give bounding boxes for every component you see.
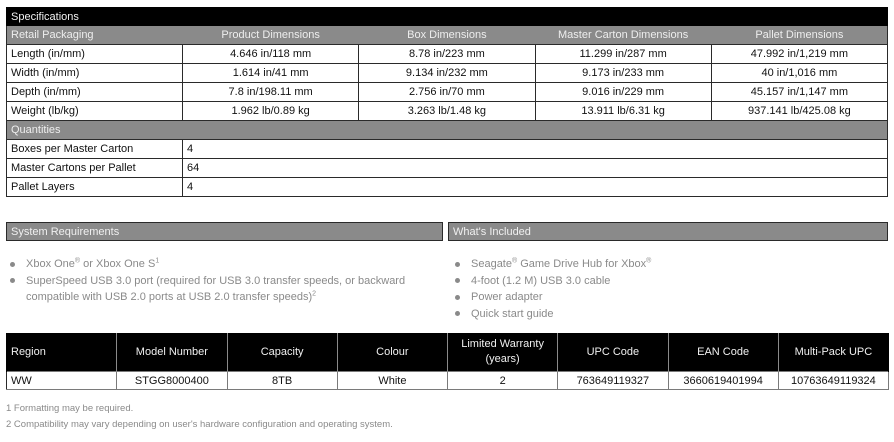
cell: 4 [183,178,888,197]
retail-packaging-header-row [7,26,888,45]
cell: 4.646 in/118 mm [183,45,359,64]
row-label: Length (in/mm) [7,45,183,64]
cell: 2 [448,372,558,390]
column-header: Colour [337,333,447,372]
cell: 11.299 in/287 mm [535,45,711,64]
row-label: Pallet Layers [7,178,183,197]
model-table [6,333,889,390]
bullet-icon [455,278,460,283]
cell: 1.614 in/41 mm [183,64,359,83]
table-row [7,159,888,178]
cell: WW [7,372,117,390]
cell: STGG8000400 [117,372,227,390]
cell: 7.8 in/198.11 mm [183,83,359,102]
column-header: Box Dimensions [359,26,535,45]
bullet-icon [455,262,460,267]
column-header: UPC Code [558,333,668,372]
cell: 9.173 in/233 mm [535,64,711,83]
cell: 8TB [227,372,337,390]
whats-included-list [451,256,881,322]
row-label: Depth (in/mm) [7,83,183,102]
column-header: EAN Code [668,333,778,372]
cell: 937.141 lb/425.08 kg [711,102,887,121]
model-header-row [7,333,889,372]
cell: 3660619401994 [668,372,778,390]
footnote-1: 1 Formatting may be required. [6,403,134,414]
table-row [7,140,888,159]
cell: 45.157 in/1,147 mm [711,83,887,102]
table-row [7,178,888,197]
cell: 9.016 in/229 mm [535,83,711,102]
cell: White [337,372,447,390]
row-label: Master Cartons per Pallet [7,159,183,178]
table-row [7,372,889,390]
system-requirements-list [6,256,426,306]
cell: 8.78 in/223 mm [359,45,535,64]
specifications-title: Specifications [7,8,888,26]
quantities-header-row [7,121,888,140]
bullet-icon [455,295,460,300]
cell: 2.756 in/70 mm [359,83,535,102]
whats-included-header: What's Included [448,222,888,241]
column-header: Region [7,333,117,372]
row-label: Weight (lb/kg) [7,102,183,121]
column-header: Capacity [227,333,337,372]
cell: 763649119327 [558,372,668,390]
cell: 1.962 lb/0.89 kg [183,102,359,121]
list-item: Seagate® Game Drive Hub for Xbox® [451,256,881,273]
cell: 40 in/1,016 mm [711,64,887,83]
table-row [7,45,888,64]
column-header: Master Carton Dimensions [535,26,711,45]
cell: 13.911 lb/6.31 kg [535,102,711,121]
list-item: 4-foot (1.2 M) USB 3.0 cable [451,273,881,290]
column-header: Limited Warranty (years) [448,333,558,372]
cell: 47.992 in/1,219 mm [711,45,887,64]
retail-packaging-header: Retail Packaging [7,26,183,45]
column-header: Model Number [117,333,227,372]
cell: 9.134 in/232 mm [359,64,535,83]
footnote-2: 2 Compatibility may vary depending on user's hardware configuration and operating system. [6,419,393,430]
table-row [7,102,888,121]
cell: 4 [183,140,888,159]
specifications-title-row [7,8,888,26]
quantities-header: Quantities [7,121,888,140]
table-row [7,83,888,102]
column-header: Product Dimensions [183,26,359,45]
bullet-icon [455,311,460,316]
bullet-icon [10,262,15,267]
row-label: Width (in/mm) [7,64,183,83]
table-row [7,64,888,83]
list-item: Quick start guide [451,306,881,323]
list-item: SuperSpeed USB 3.0 port (required for USB 3.0 transfer speeds, or backward compatible with USB 2.0 ports at USB 2.0 transfer speeds)$^2$ [6,273,426,306]
cell: 10763649119324 [778,372,888,390]
cell: 64 [183,159,888,178]
specifications-table [6,7,888,197]
list-item: Xbox One® or Xbox One $S^1$ [6,256,426,273]
bullet-icon [10,278,15,283]
column-header: Pallet Dimensions [711,26,887,45]
list-item: Power adapter [451,289,881,306]
column-header: Multi-Pack UPC [778,333,888,372]
row-label: Boxes per Master Carton [7,140,183,159]
system-requirements-header: System Requirements [6,222,443,241]
cell: 3.263 lb/1.48 kg [359,102,535,121]
